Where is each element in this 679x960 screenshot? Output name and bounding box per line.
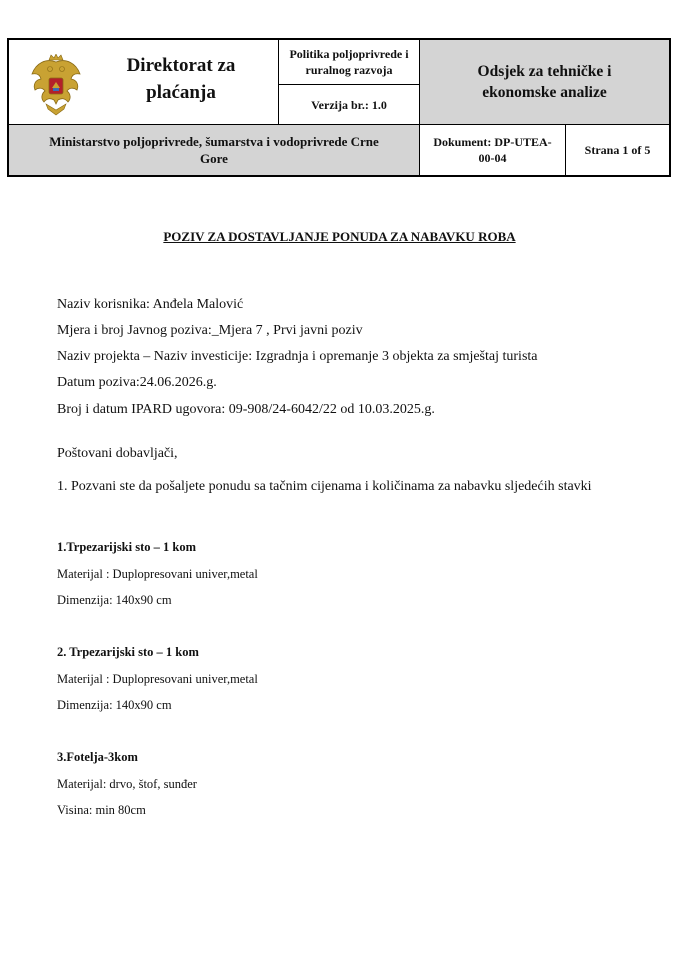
version-label: Verzija br.: 1.0 xyxy=(311,97,387,112)
item-height: Visina: min 80cm xyxy=(57,803,146,817)
item-title: 1.Trpezarijski sto – 1 kom xyxy=(57,540,196,554)
project-line: Naziv projekta – Naziv investicije: Izgradnja i opremanje 3 objekta za smještaj turista xyxy=(57,349,538,364)
item-material: Materijal: drvo, štof, sunđer xyxy=(57,777,197,791)
item-dimension: Dimenzija: 140x90 cm xyxy=(57,593,172,607)
measure-line: Mjera i broj Javnog poziva:_Mjera 7 , Prvi javni poziv xyxy=(57,323,363,338)
ministry-line2: Gore xyxy=(200,151,228,166)
document-title: POZIV ZA DOSTAVLJANJE PONUDA ZA NABAVKU ROBA xyxy=(163,229,516,244)
item-material: Materijal : Duplopresovani univer,metal xyxy=(57,672,258,686)
department-line2: ekonomske analize xyxy=(482,84,607,101)
version-cell xyxy=(278,84,419,124)
policy-line1: Politika poljoprivrede i xyxy=(289,47,409,61)
ministry-line1: Ministarstvo poljoprivrede, šumarstva i vodoprivrede Crne xyxy=(49,134,379,149)
department-line1: Odsjek za tehničke i xyxy=(477,63,612,80)
policy-line2: ruralnog razvoja xyxy=(305,63,393,77)
item-material: Materijal : Duplopresovani univer,metal xyxy=(57,567,258,581)
montenegro-coat-of-arms-icon xyxy=(29,54,83,116)
page-number: Strana 1 of 5 xyxy=(584,143,651,157)
item-title: 3.Fotelja-3kom xyxy=(57,750,138,764)
document-line1: Dokument: DP-UTEA- xyxy=(433,135,552,149)
org-name-line1: Direktorat za xyxy=(126,55,236,76)
document-line2: 00-04 xyxy=(478,151,507,165)
logo-cell xyxy=(9,40,278,124)
department-cell xyxy=(419,40,669,124)
document-header xyxy=(7,38,671,177)
document-id-cell xyxy=(419,124,565,175)
page-number-cell xyxy=(565,124,669,175)
ministry-cell xyxy=(9,124,419,175)
date-line: Datum poziva:24.06.2026.g. xyxy=(57,375,217,390)
greeting: Poštovani dobavljači, xyxy=(57,446,178,461)
policy-cell xyxy=(278,40,419,84)
item-dimension: Dimenzija: 140x90 cm xyxy=(57,698,172,712)
ipard-contract-line: Broj i datum IPARD ugovora: 09-908/24-6042/22 od 10.03.2025.g. xyxy=(57,402,435,417)
intro-paragraph: 1. Pozvani ste da pošaljete ponudu sa tačnim cijenama i količinama za nabavku sljedećih stavki xyxy=(57,479,592,494)
org-name-line2: plaćanja xyxy=(146,82,216,103)
beneficiary-line: Naziv korisnika: Anđela Malović xyxy=(57,297,244,312)
item-title: 2. Trpezarijski sto – 1 kom xyxy=(57,645,199,659)
